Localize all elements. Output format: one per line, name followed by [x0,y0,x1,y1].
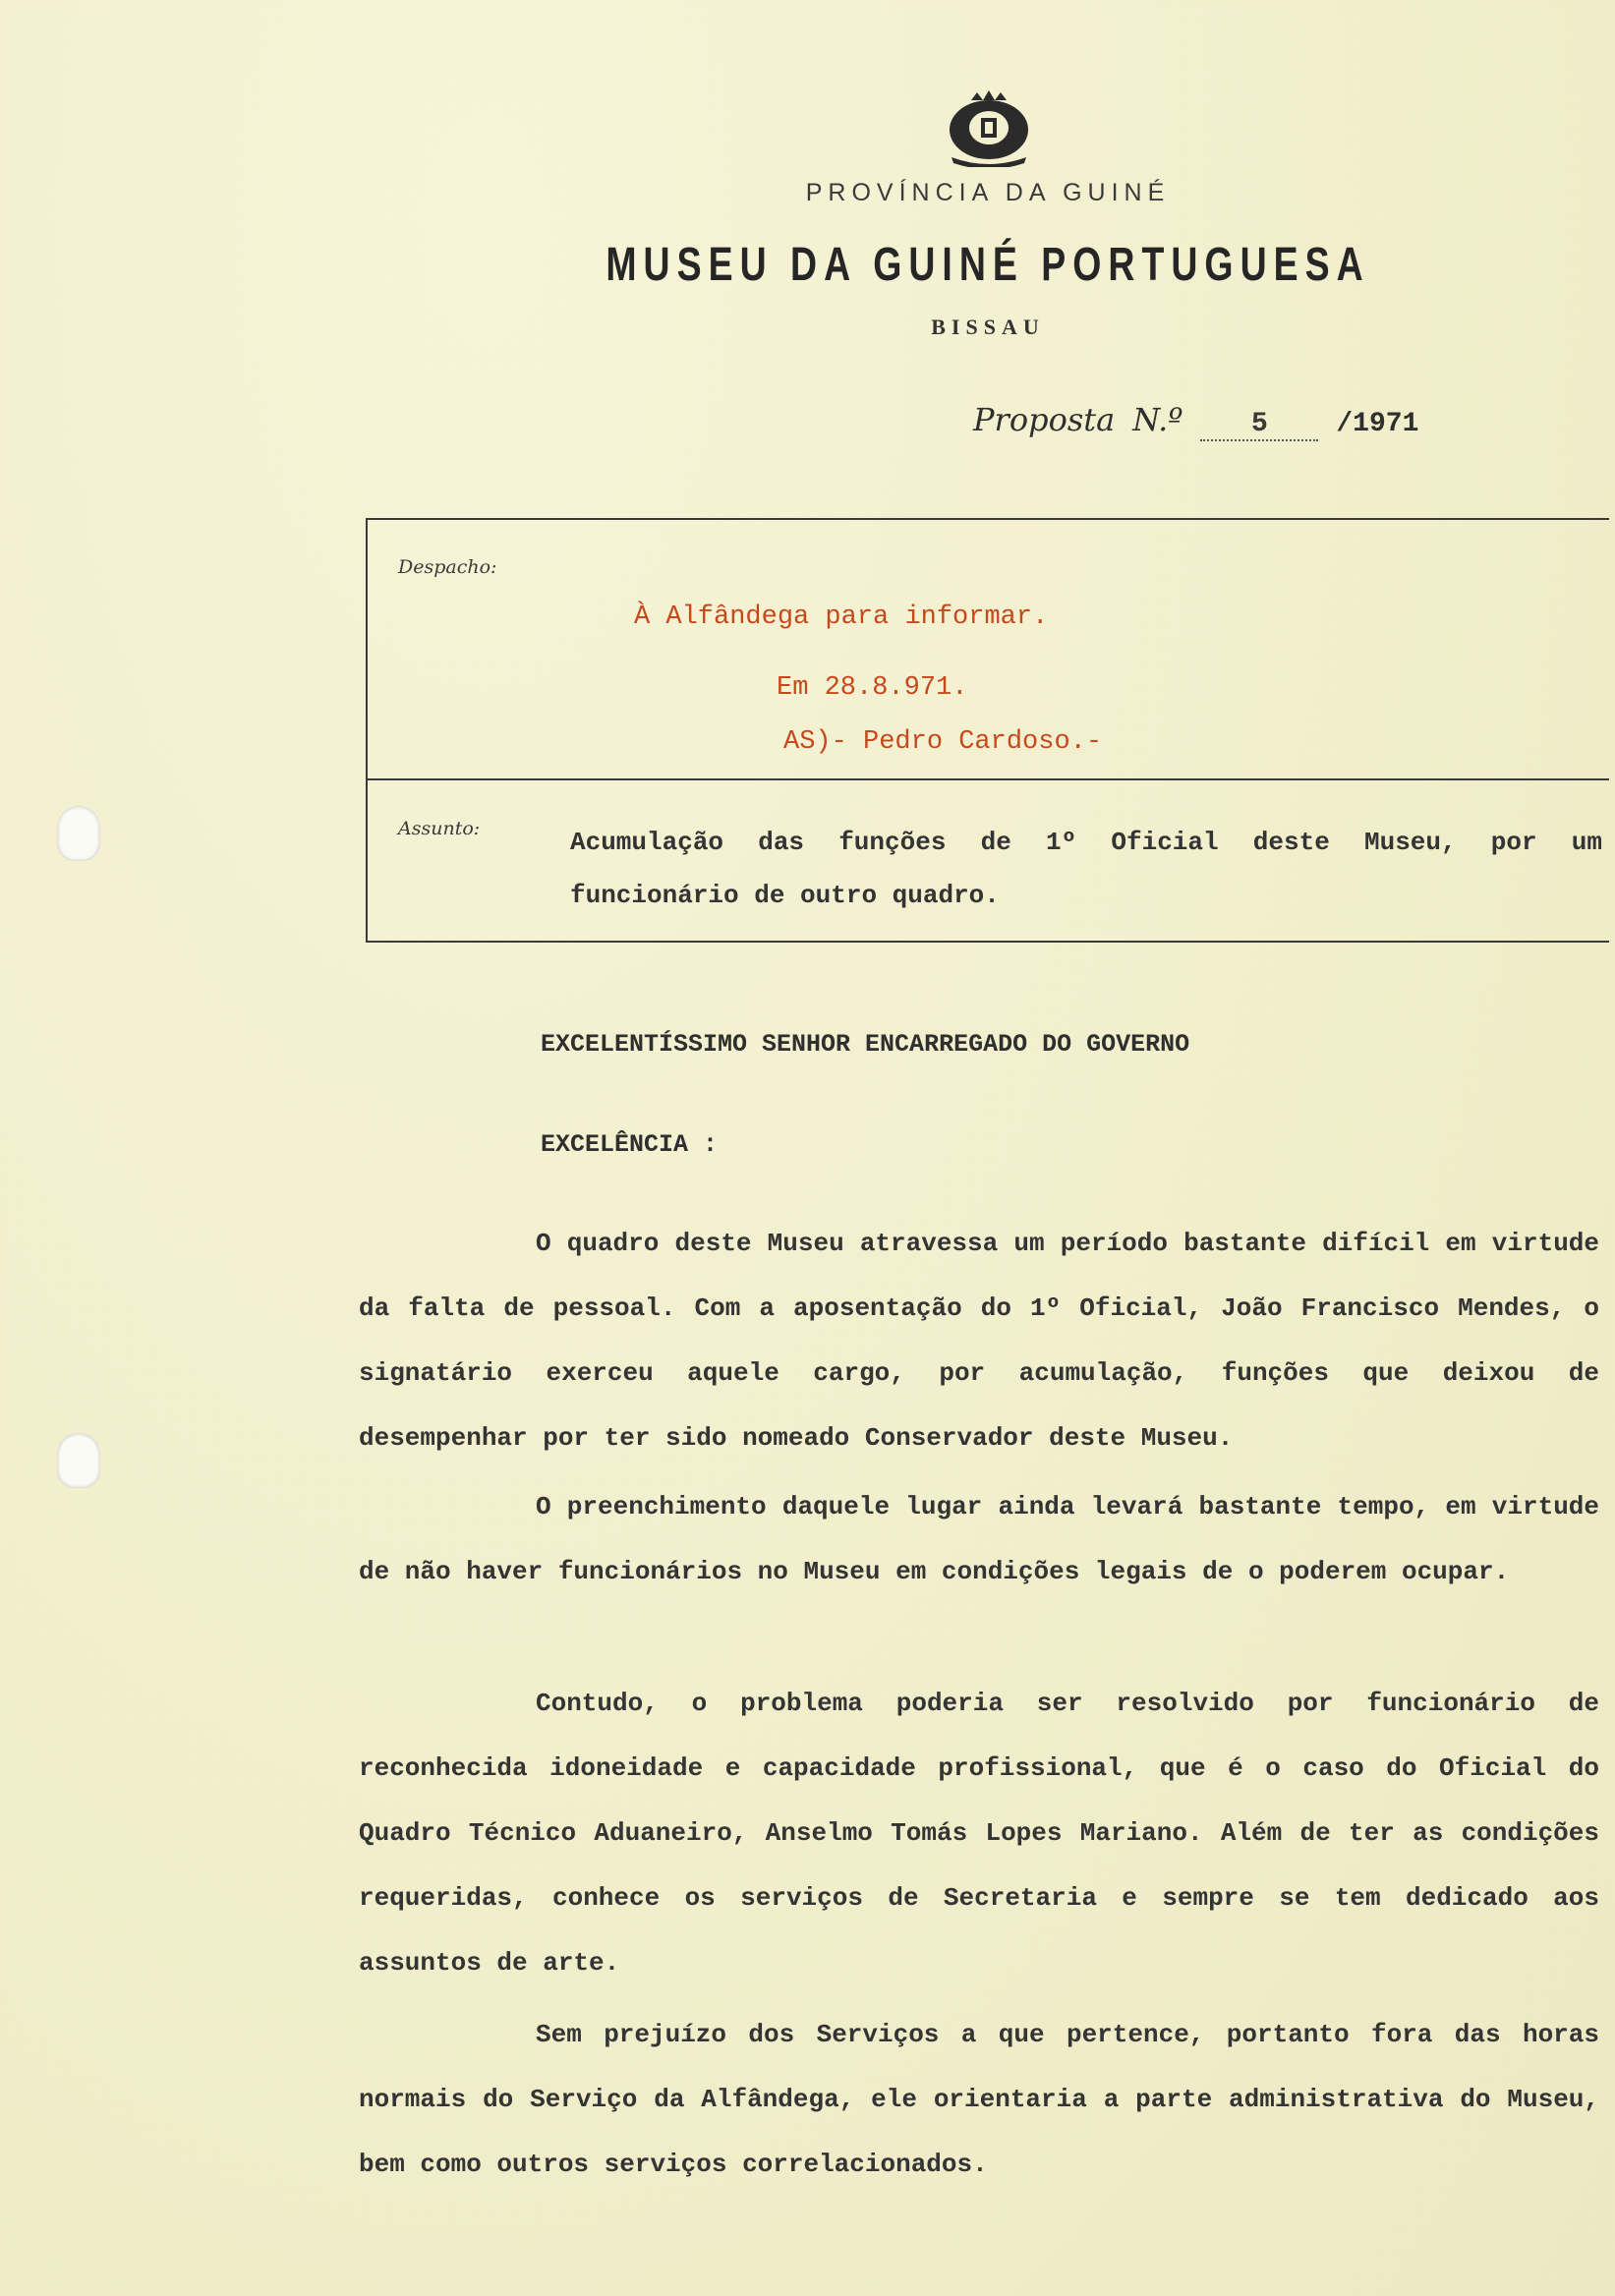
reference-label: Proposta [973,401,1116,438]
reference-number: 5 [1200,409,1318,441]
coat-of-arms-icon [942,90,1036,167]
box-top-rule [366,518,1609,520]
subject-label: Assunto: [398,818,481,839]
letterhead-city: BISSAU [931,315,1045,339]
box-bottom-rule [366,941,1609,943]
addressee: EXCELENTÍSSIMO SENHOR ENCARREGADO DO GOVERNO [541,1030,1190,1059]
box-left-rule [366,518,368,943]
body-paragraph-1: O quadro deste Museu atravessa um período bastante difícil em virtude da falta de pessoal. Com a aposentação do 1º Oficial, João Francisco Mendes, o signatário exerceu aquele cargo, por acumulação, funções que deixou de desempenhar por ter sido nomeado Conservador deste Museu. [359,1229,1599,1453]
body-paragraph-4: Sem prejuízo dos Serviços a que pertence, portanto fora das horas normais do Serviço da Alfândega, ele orientaria a parte administrativa do Museu, bem como outros serviços correlacionados. [359,2020,1599,2179]
subject-text: Acumulação das funções de 1º Oficial deste Museu, por um funcionário de outro quadro. [570,828,1602,910]
reference-line [973,401,1418,446]
body-paragraph-2: O preenchimento daquele lugar ainda levará bastante tempo, em virtude de não haver funcionários no Museu em condições legais de o poderem ocupar. [359,1492,1599,1586]
reference-number-label: N.º [1132,401,1183,438]
salutation: EXCELÊNCIA : [541,1130,719,1159]
despacho-label: Despacho: [398,556,497,578]
punch-hole-top [57,806,100,861]
despacho-text: À Alfândega para informar. [634,603,1049,632]
punch-hole-bottom [57,1433,100,1488]
body-paragraph-3: Contudo, o problema poderia ser resolvido por funcionário de reconhecida idoneidade e capacidade profissional, que é o caso do Oficial do Quadro Técnico Aduaneiro, Anselmo Tomás Lopes Mariano. Além de ter as condições requeridas, conhece os serviços de Secretaria e sempre se tem dedicado aos assuntos de arte. [359,1689,1599,1978]
despacho-signature: AS)- Pedro Cardoso.- [783,727,1103,757]
letterhead-institution: MUSEU DA GUINÉ PORTUGUESA [606,239,1370,291]
letterhead-province: PROVÍNCIA DA GUINÉ [805,179,1171,206]
despacho-date: Em 28.8.971. [777,673,968,703]
reference-year: /1971 [1336,409,1419,439]
box-middle-rule [366,778,1609,780]
